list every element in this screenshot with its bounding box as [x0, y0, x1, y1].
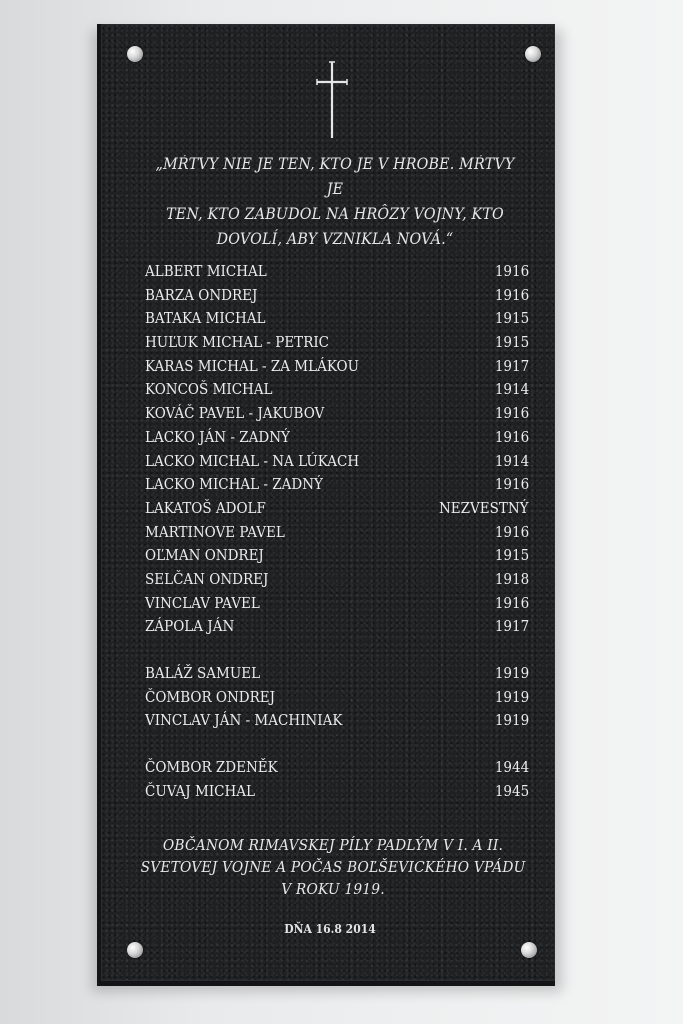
- fallen-name: BARZA ONDREJ: [145, 285, 258, 304]
- dedication-line: OBČANOM RIMAVSKEJ PÍLY PADLÝM V I. A II.: [162, 836, 504, 854]
- fallen-name: KOVÁČ PAVEL - JAKUBOV: [145, 404, 325, 423]
- name-row: [145, 686, 529, 710]
- quote-line: DOVOLÍ, ABY VZNIKLA NOVÁ.“: [216, 230, 454, 248]
- names-group-1919: [145, 662, 529, 733]
- fallen-name: VINCLAV PAVEL: [145, 593, 260, 612]
- name-row: [145, 378, 529, 402]
- name-row: [145, 662, 529, 686]
- name-row: [145, 497, 529, 521]
- death-year: 1917: [494, 356, 529, 375]
- fallen-name: LACKO MICHAL - NA LÚKACH: [145, 451, 360, 470]
- fallen-name: KONCOŠ MICHAL: [145, 380, 273, 399]
- death-year: 1916: [494, 522, 529, 541]
- death-year: 1917: [494, 617, 529, 636]
- fallen-name: VINCLAV JÁN - MACHINIAK: [145, 711, 343, 730]
- death-year: 1916: [494, 427, 529, 446]
- death-year: NEZVESTNÝ: [439, 498, 529, 517]
- names-group-ww2: [145, 756, 529, 803]
- fallen-name: LACKO MICHAL - ZADNÝ: [145, 475, 323, 494]
- name-row: [145, 426, 529, 450]
- name-row: [145, 307, 529, 331]
- names-group-ww1: [145, 260, 529, 639]
- cross-icon: [315, 58, 349, 140]
- memorial-quote: [145, 152, 524, 252]
- death-year: 1914: [494, 380, 529, 399]
- name-row: [145, 473, 529, 497]
- death-year: 1915: [494, 309, 529, 328]
- dedication-text: [138, 834, 528, 900]
- fallen-name: MARTINOVE PAVEL: [145, 522, 285, 541]
- fallen-name: ČUVAJ MICHAL: [145, 781, 255, 800]
- quote-line: „MŔTVY NIE JE TEN, KTO JE V HROBE. MŔTVY JE: [155, 155, 515, 198]
- fallen-names-list: [145, 260, 529, 803]
- memorial-plaque: [97, 24, 555, 986]
- unveiling-date: DŇA 16.8 2014: [284, 922, 376, 936]
- death-year: 1915: [494, 333, 529, 352]
- screw-icon: [525, 46, 541, 62]
- death-year: 1916: [494, 475, 529, 494]
- fallen-name: HUĽUK MICHAL - PETRIC: [145, 333, 330, 352]
- name-row: [145, 284, 529, 308]
- screw-icon: [127, 46, 143, 62]
- fallen-name: ČOMBOR ONDREJ: [145, 687, 276, 706]
- group-gap: [145, 639, 529, 662]
- fallen-name: ALBERT MICHAL: [145, 262, 267, 280]
- name-row: [145, 331, 529, 355]
- death-year: 1916: [494, 593, 529, 612]
- death-year: 1916: [494, 404, 529, 423]
- fallen-name: BALÁŽ SAMUEL: [145, 664, 261, 682]
- name-row: [145, 355, 529, 379]
- dedication-line: SVETOVEJ VOJNE A POČAS BOĽŠEVICKÉHO VPÁDU: [140, 858, 526, 876]
- quote-line: TEN, KTO ZABUDOL NA HRÔZY VOJNY, KTO: [166, 205, 504, 223]
- name-row: [145, 402, 529, 426]
- death-year: 1918: [494, 569, 529, 588]
- screw-icon: [521, 942, 537, 958]
- name-row: [145, 521, 529, 545]
- death-year: 1914: [494, 451, 529, 470]
- death-year: 1919: [494, 711, 529, 730]
- death-year: 1945: [494, 781, 529, 800]
- screw-icon: [127, 942, 143, 958]
- fallen-name: KARAS MICHAL - ZA MLÁKOU: [145, 356, 359, 375]
- fallen-name: ČOMBOR ZDENĚK: [145, 758, 278, 777]
- name-row: [145, 709, 529, 733]
- name-row: [145, 756, 529, 780]
- dedication-line: V ROKU 1919.: [281, 880, 385, 898]
- death-year: 1944: [494, 758, 529, 777]
- name-row: [145, 260, 529, 284]
- fallen-name: OĽMAN ONDREJ: [145, 546, 264, 565]
- fallen-name: BATAKA MICHAL: [145, 309, 266, 328]
- fallen-name: ZÁPOLA JÁN: [145, 617, 235, 636]
- name-row: [145, 780, 529, 804]
- name-row: [145, 568, 529, 592]
- name-row: [145, 450, 529, 474]
- death-year: 1919: [494, 664, 529, 682]
- death-year: 1915: [494, 546, 529, 565]
- name-row: [145, 544, 529, 568]
- fallen-name: SELČAN ONDREJ: [145, 569, 269, 588]
- fallen-name: LAKATOŠ ADOLF: [145, 498, 266, 517]
- fallen-name: LACKO JÁN - ZADNÝ: [145, 427, 290, 446]
- group-gap: [145, 733, 529, 756]
- death-year: 1919: [494, 687, 529, 706]
- death-year: 1916: [494, 262, 529, 280]
- name-row: [145, 615, 529, 639]
- death-year: 1916: [494, 285, 529, 304]
- name-row: [145, 592, 529, 616]
